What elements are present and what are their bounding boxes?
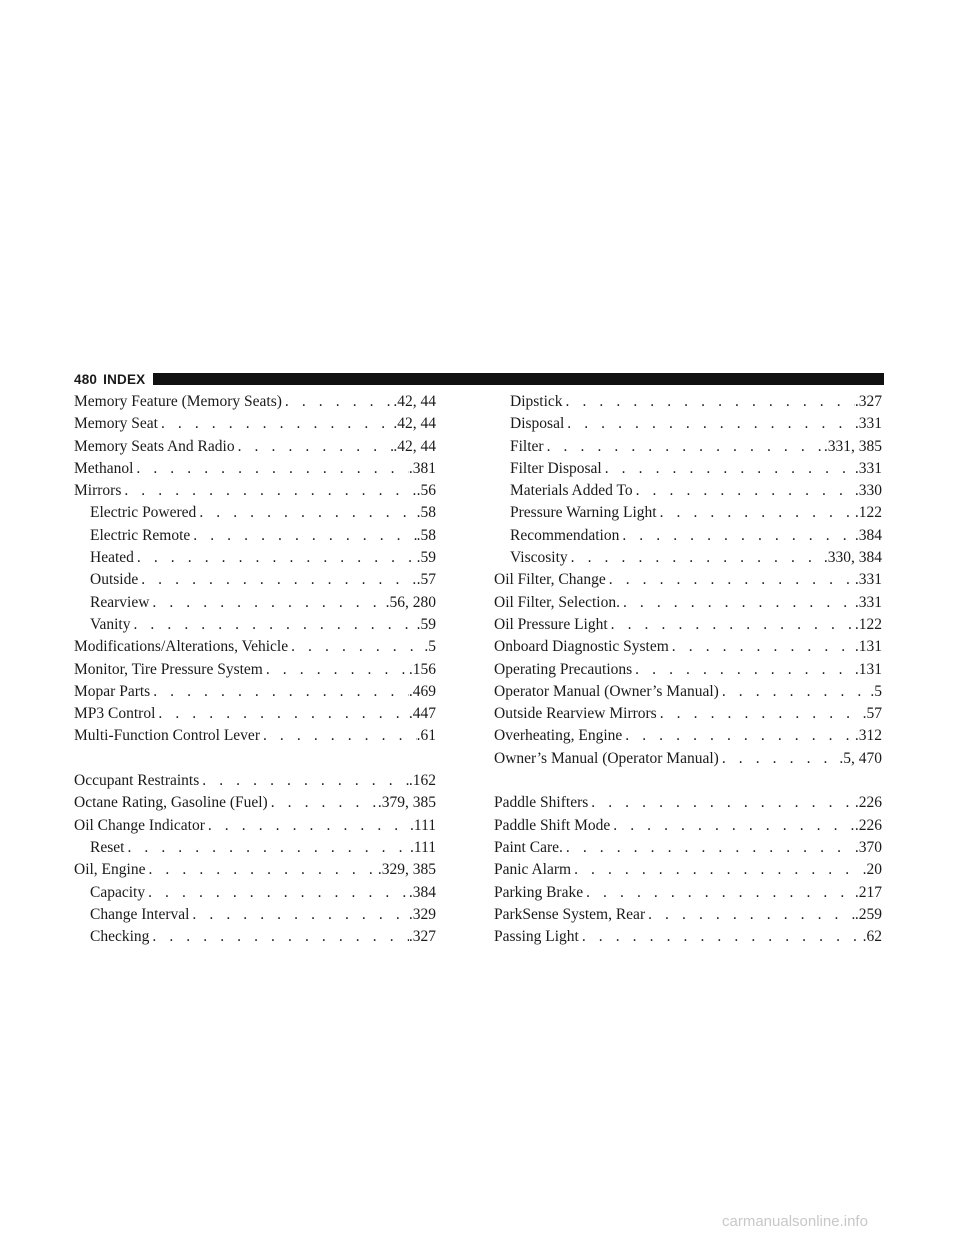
index-subentry xyxy=(74,926,436,948)
index-subentry xyxy=(494,502,882,524)
index-entry xyxy=(74,815,436,837)
dot-leader xyxy=(657,502,855,524)
index-term: MP3 Control xyxy=(74,705,156,723)
index-term: Oil Filter, Change xyxy=(494,571,606,589)
dot-leader xyxy=(288,636,424,658)
dot-leader xyxy=(633,480,855,502)
index-entry xyxy=(494,904,882,926)
index-term: Owner’s Manual (Operator Manual) xyxy=(494,749,719,767)
dot-leader xyxy=(602,458,855,480)
index-term: Methanol xyxy=(74,459,134,477)
index-term: Viscosity xyxy=(510,549,568,567)
page-refs: .156 xyxy=(408,660,436,678)
page-refs: .226 xyxy=(854,816,882,834)
index-term: Operator Manual (Owner’s Manual) xyxy=(494,682,719,700)
page-refs: .331 xyxy=(854,571,882,589)
dot-leader xyxy=(189,904,408,926)
index-term: Electric Remote xyxy=(90,526,191,544)
index-entry xyxy=(494,569,882,591)
index-entry xyxy=(74,480,436,502)
index-entry xyxy=(494,592,882,614)
page-refs: .469 xyxy=(408,682,436,700)
index-subentry xyxy=(494,436,882,458)
dot-leader xyxy=(196,502,416,524)
page-refs: .57 xyxy=(862,705,882,723)
index-entry xyxy=(74,636,436,658)
index-term: Recommendation xyxy=(510,526,620,544)
dot-leader xyxy=(150,681,409,703)
index-entry xyxy=(74,725,436,747)
index-subentry xyxy=(494,413,882,435)
page-refs: .42, 44 xyxy=(393,393,436,410)
dot-leader xyxy=(583,882,855,904)
index-term: Rearview xyxy=(90,593,150,611)
index-term: Oil Filter, Selection. xyxy=(494,593,620,611)
index-subentry xyxy=(494,480,882,502)
dot-leader xyxy=(544,436,824,458)
page-refs: .42, 44 xyxy=(393,415,436,433)
dot-leader xyxy=(588,792,855,814)
page-refs: .331 xyxy=(854,459,882,477)
index-entry xyxy=(74,859,436,881)
page-refs: .331 xyxy=(854,415,882,433)
dot-leader xyxy=(622,725,855,747)
dot-leader xyxy=(145,882,409,904)
index-term: Paddle Shifters xyxy=(494,794,589,812)
index-term: Outside xyxy=(90,571,139,589)
index-term: Reset xyxy=(90,838,125,856)
page-refs: .57 xyxy=(416,571,436,589)
index-term: Operating Precautions xyxy=(494,660,633,678)
dot-leader xyxy=(632,659,855,681)
page-refs: .331 xyxy=(854,593,882,611)
index-term: Multi-Function Control Lever xyxy=(74,727,260,745)
dot-leader xyxy=(669,636,855,658)
dot-leader xyxy=(719,681,871,703)
dot-leader xyxy=(235,436,394,458)
page-refs: .381 xyxy=(408,459,436,477)
index-term: Mopar Parts xyxy=(74,682,151,700)
index-entry xyxy=(74,458,436,480)
page-refs: .447 xyxy=(408,705,436,723)
index-subentry xyxy=(74,592,436,614)
dot-leader xyxy=(563,391,855,413)
dot-leader xyxy=(268,792,378,814)
index-term: Disposal xyxy=(510,415,565,433)
index-entry xyxy=(494,837,882,859)
index-term: Mirrors xyxy=(74,482,122,500)
page-header xyxy=(74,368,884,390)
index-subentry xyxy=(494,458,882,480)
page-refs: .329, 385 xyxy=(377,861,436,879)
index-term: Monitor, Tire Pressure System xyxy=(74,660,263,678)
page-refs: .131 xyxy=(854,660,882,678)
dot-leader xyxy=(158,413,393,435)
index-entry xyxy=(494,614,882,636)
index-term: Change Interval xyxy=(90,905,190,923)
index-entry xyxy=(494,859,882,881)
index-term: Parking Brake xyxy=(494,883,584,901)
index-entry xyxy=(494,725,882,747)
dot-leader xyxy=(155,703,408,725)
page-refs: .42, 44 xyxy=(393,437,436,455)
index-term: Modifications/Alterations, Vehicle xyxy=(74,638,289,656)
index-term: Electric Powered xyxy=(90,504,197,522)
index-entry xyxy=(74,770,436,792)
index-entry xyxy=(494,703,882,725)
dot-leader xyxy=(199,770,409,792)
dot-leader xyxy=(149,926,408,948)
watermark-link[interactable]: carmanualsonline.info xyxy=(722,1213,868,1230)
page-refs: .111 xyxy=(410,838,436,856)
index-subentry xyxy=(74,882,436,904)
dot-leader xyxy=(606,569,855,591)
index-term: Paddle Shift Mode xyxy=(494,816,611,834)
index-column-left xyxy=(74,391,436,948)
index-entry xyxy=(74,792,436,814)
index-subentry xyxy=(74,904,436,926)
page-refs: .111 xyxy=(410,816,436,834)
dot-leader xyxy=(610,815,855,837)
index-subentry xyxy=(74,502,436,524)
index-entry xyxy=(494,681,882,703)
page-refs: .122 xyxy=(854,504,882,522)
page-refs: .329 xyxy=(408,905,436,923)
page-refs: .59 xyxy=(416,615,436,633)
page-number: 480 xyxy=(74,371,98,387)
dot-leader xyxy=(190,525,416,547)
index-entry xyxy=(494,748,882,770)
index-entry xyxy=(494,882,882,904)
dot-leader xyxy=(563,837,855,859)
index-term: Paint Care. xyxy=(494,838,563,856)
page-refs: .327 xyxy=(408,928,436,946)
index-term: Vanity xyxy=(90,615,131,633)
dot-leader xyxy=(657,703,863,725)
index-term: Capacity xyxy=(90,883,146,901)
header-label xyxy=(74,372,145,387)
index-entry xyxy=(74,703,436,725)
page-refs: .379, 385 xyxy=(377,794,436,812)
index-term: Checking xyxy=(90,928,150,946)
index-entry xyxy=(74,413,436,435)
page-refs: .20 xyxy=(862,861,882,879)
dot-leader xyxy=(138,569,416,591)
index-term: Heated xyxy=(90,549,134,567)
dot-leader xyxy=(620,592,855,614)
index-term: Filter xyxy=(510,437,544,455)
dot-leader xyxy=(260,725,417,747)
index-subentry xyxy=(74,837,436,859)
index-term: Materials Added To xyxy=(510,482,633,500)
page-refs: .370 xyxy=(854,838,882,856)
index-term: Onboard Diagnostic System xyxy=(494,638,669,656)
index-subentry xyxy=(494,525,882,547)
page-refs: .312 xyxy=(854,727,882,745)
index-term: Filter Disposal xyxy=(510,459,602,477)
index-entry xyxy=(74,391,436,413)
page-refs: .384 xyxy=(408,883,436,901)
page-refs: .122 xyxy=(854,615,882,633)
dot-leader xyxy=(124,837,410,859)
index-subentry xyxy=(494,547,882,569)
page-refs: .5 xyxy=(870,682,882,700)
index-term: Outside Rearview Mirrors xyxy=(494,705,657,723)
index-entry xyxy=(494,926,882,948)
index-term: Pressure Warning Light xyxy=(510,504,657,522)
index-entry xyxy=(74,659,436,681)
page-refs: .226 xyxy=(854,794,882,812)
page-refs: .59 xyxy=(416,549,436,567)
dot-leader xyxy=(121,480,416,502)
page-refs: .56, 280 xyxy=(385,593,436,611)
index-term: Occupant Restraints xyxy=(74,772,200,790)
index-term: Panic Alarm xyxy=(494,861,572,879)
index-subentry xyxy=(74,614,436,636)
index-entry xyxy=(494,636,882,658)
page-refs: .56 xyxy=(416,482,436,500)
index-term: Memory Feature (Memory Seats) xyxy=(74,393,282,410)
page-refs: .327 xyxy=(854,393,882,410)
page-refs: .259 xyxy=(854,905,882,923)
dot-leader xyxy=(719,748,840,770)
dot-leader xyxy=(263,659,409,681)
index-term: Overheating, Engine xyxy=(494,727,623,745)
page-refs: .384 xyxy=(854,526,882,544)
page-refs: .330 xyxy=(854,482,882,500)
index-term: Dipstick xyxy=(510,393,563,410)
page-refs: .5 xyxy=(424,638,436,656)
index-entry xyxy=(74,681,436,703)
page-refs: .162 xyxy=(408,772,436,790)
index-term: Memory Seat xyxy=(74,415,158,433)
index-entry xyxy=(494,815,882,837)
dot-leader xyxy=(145,859,377,881)
dot-leader xyxy=(571,859,863,881)
index-term: Oil Change Indicator xyxy=(74,816,205,834)
index-entry xyxy=(74,436,436,458)
page-refs: .5, 470 xyxy=(839,749,882,767)
dot-leader xyxy=(149,592,385,614)
index-term: Memory Seats And Radio xyxy=(74,437,235,455)
dot-leader xyxy=(619,525,855,547)
page-refs: .58 xyxy=(416,526,436,544)
dot-leader xyxy=(579,926,863,948)
dot-leader xyxy=(130,614,416,636)
section-title: INDEX xyxy=(103,371,146,387)
index-column-right xyxy=(494,391,882,948)
index-subentry xyxy=(74,547,436,569)
index-subentry xyxy=(74,525,436,547)
index-subentry xyxy=(494,391,882,413)
page-refs: .217 xyxy=(854,883,882,901)
index-term: Oil, Engine xyxy=(74,861,146,879)
dot-leader xyxy=(134,547,417,569)
dot-leader xyxy=(608,614,855,636)
page-refs: .61 xyxy=(416,727,436,745)
dot-leader xyxy=(645,904,855,926)
page-refs: .330, 384 xyxy=(823,549,882,567)
page-refs: .331, 385 xyxy=(823,437,882,455)
dot-leader xyxy=(205,815,410,837)
index-subentry xyxy=(74,569,436,591)
index-term: Octane Rating, Gasoline (Fuel) xyxy=(74,794,268,812)
page-refs: .62 xyxy=(862,928,882,946)
index-term: Oil Pressure Light xyxy=(494,615,608,633)
dot-leader xyxy=(568,547,824,569)
index-entry xyxy=(494,659,882,681)
page-refs: .131 xyxy=(854,638,882,656)
dot-leader xyxy=(564,413,855,435)
index-term: ParkSense System, Rear xyxy=(494,905,646,923)
page-refs: .58 xyxy=(416,504,436,522)
index-entry xyxy=(494,792,882,814)
dot-leader xyxy=(133,458,408,480)
dot-leader xyxy=(282,391,393,413)
index-term: Passing Light xyxy=(494,928,579,946)
header-rule xyxy=(153,373,884,385)
